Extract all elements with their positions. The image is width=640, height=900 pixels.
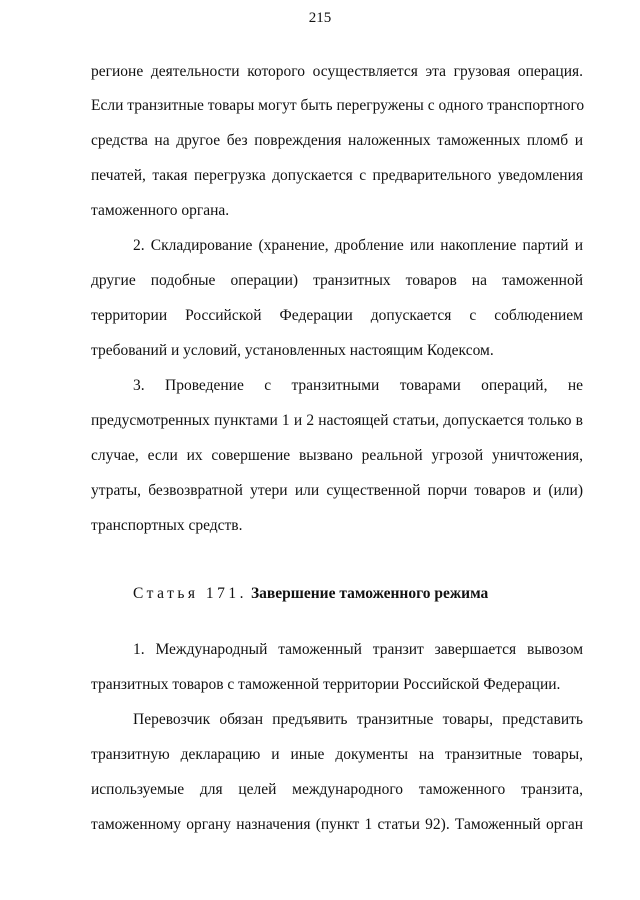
paragraph-5-line-3: используемые для целей международного таможенного транзита, — [91, 781, 583, 798]
paragraph-3-line-5: транспортных средств. — [91, 517, 243, 534]
paragraph-2-line-3: территории Российской Федерации допускается с соблюдением — [91, 307, 583, 324]
paragraph-4-line-2: транзитных товаров с таможенной территории Российской Федерации. — [91, 676, 561, 693]
paragraph-3-line-3: случае, если их совершение вызвано реальной угрозой уничтожения, — [91, 447, 583, 464]
page-number: 215 — [308, 10, 332, 26]
article-title: Завершение таможенного режима — [250, 585, 489, 602]
paragraph-5-line-4: таможенному органу назначения (пункт 1 статьи 92). Таможенный орган — [91, 816, 583, 833]
paragraph-1-line-1: регионе деятельности которого осуществляется эта грузовая операция. — [91, 63, 583, 80]
paragraph-5-line-2: транзитную декларацию и иные документы на транзитные товары, — [91, 746, 583, 763]
paragraph-4-line-1: 1. Международный таможенный транзит завершается вывозом — [133, 641, 583, 658]
paragraph-2-line-4: требований и условий, установленных настоящим Кодексом. — [91, 342, 494, 359]
paragraph-1-line-5: таможенного органа. — [91, 202, 230, 219]
article-label: Статья 171. — [133, 585, 248, 602]
paragraph-1-line-3: средства на другое без повреждения наложенных таможенных пломб и — [91, 132, 583, 149]
paragraph-5-line-1: Перевозчик обязан предъявить транзитные товары, представить — [133, 711, 583, 728]
paragraph-2-line-1: 2. Складирование (хранение, дробление или накопление партий и — [133, 237, 583, 254]
article-heading — [133, 584, 488, 604]
paragraph-1-line-2: Если транзитные товары могут быть перегружены с одного транспортного — [91, 97, 585, 114]
paragraph-3-line-1: 3. Проведение с транзитными товарами операций, не — [133, 377, 583, 394]
paragraph-3-line-2: предусмотренных пунктами 1 и 2 настоящей статьи, допускается только в — [91, 412, 583, 429]
paragraph-2-line-2: другие подобные операции) транзитных товаров на таможенной — [91, 272, 583, 289]
paragraph-3-line-4: утраты, безвозвратной утери или существенной порчи товаров и (или) — [91, 482, 583, 499]
paragraph-1-line-4: печатей, такая перегрузка допускается с предварительного уведомления — [91, 167, 583, 184]
